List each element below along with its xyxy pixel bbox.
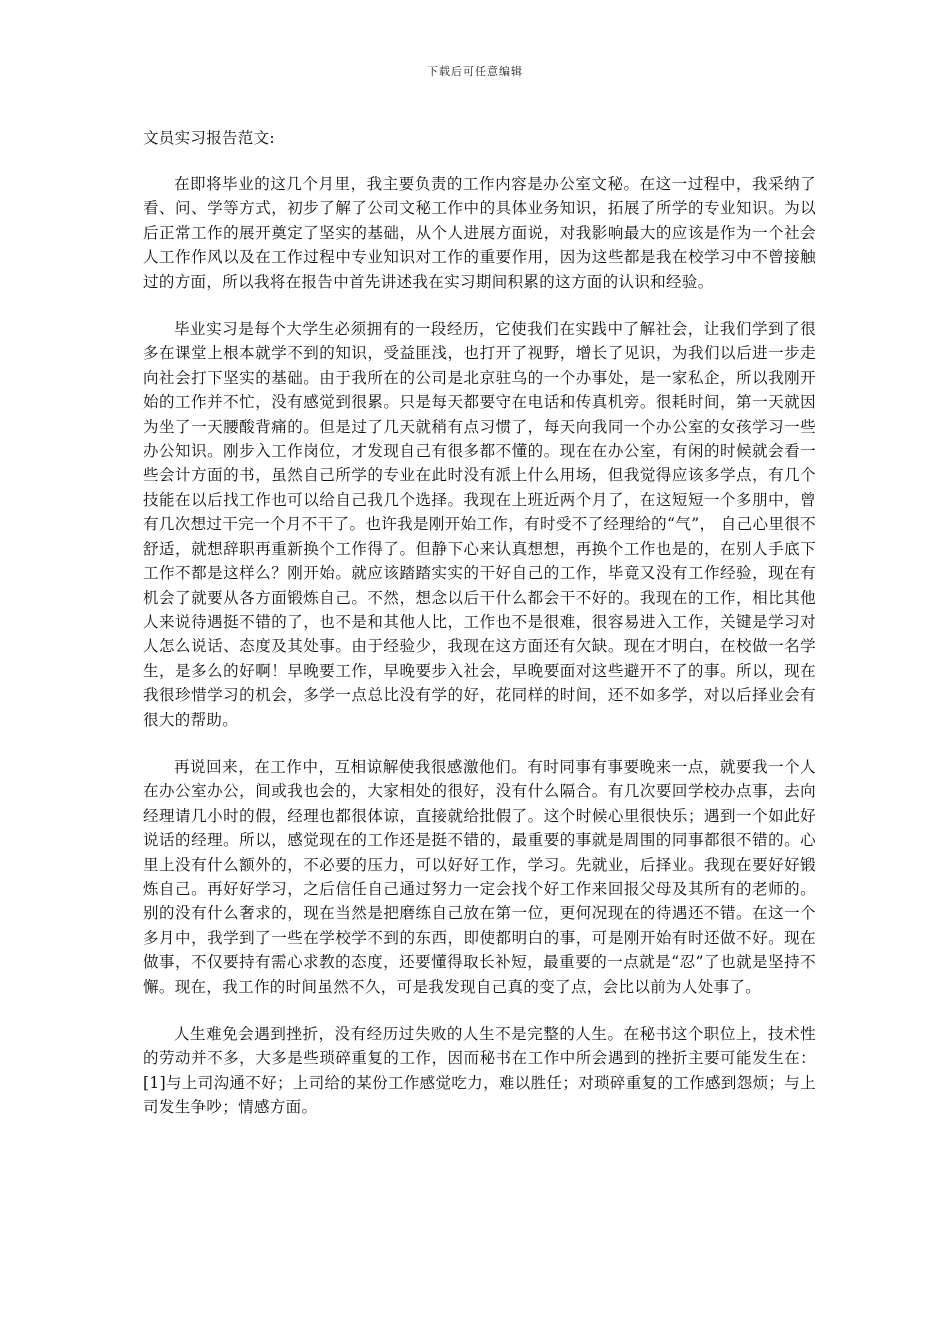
document-body bbox=[143, 127, 816, 1143]
paragraph: 在即将毕业的这几个月里，我主要负责的工作内容是办公室文秘。在这一过程中，我采纳了看、问、学等方式，初步了解了公司文秘工作中的具体业务知识，拓展了所学的专业知识。为以后正常工作的展开奠定了坚实的基础，从个人进展方面说，对我影响最大的应该是作为一个社会人工作作风以及在工作过程中专业知识对工作的重要作用，因为这些都是我在校学习中不曾接触过的方面，所以我将在报告中首先讲述我在实习期间积累的这方面的认识和经验。 bbox=[143, 175, 816, 291]
paragraph: 再说回来，在工作中，互相谅解使我很感激他们。有时同事有事要晚来一点，就要我一个人在办公室办公，间或我也会的，大家相处的很好，没有什么隔合。有几次要回学校办点事，去向经理请几小时的假，经理也都很体谅，直接就给批假了。这个时候心里很快乐；遇到一个如此好说话的经理。所以，感觉现在的工作还是挺不错的，最重要的事就是周围的同事都很不错的。心里上没有什么额外的，不必要的压力，可以好好工作，学习。先就业，后择业。我现在要好好锻炼自己。再好好学习，之后信任自己通过努力一定会找个好工作来回报父母及其所有的老师的。别的没有什么奢求的，现在当然是把磨练自己放在第一位，更何况现在的待遇还不错。在这一个多月中，我学到了一些在学校学不到的东西，即使都明白的事，可是刚开始有时还做不好。现在做事，不仅要持有需心求教的态度，还要懂得取长补短，最重要的一点就是“忍”了也就是坚持不懈。现在，我工作的时间虽然不久，可是我发现自己真的变了点，会比以前为人处事了。 bbox=[143, 757, 816, 996]
paragraph: 人生难免会遇到挫折，没有经历过失败的人生不是完整的人生。在秘书这个职位上，技术性的劳动并不多，大多是些琐碎重复的工作，因而秘书在工作中所会遇到的挫折主要可能发生在：[1]与上司沟通不好；上司给的某份工作感觉吃力，难以胜任；对琐碎重复的工作感到怨烦；与上司发生争吵；情感方面。 bbox=[143, 1025, 816, 1117]
document-title: 文员实习报告范文: bbox=[143, 129, 275, 147]
paragraph: 毕业实习是每个大学生必须拥有的一段经历，它使我们在实践中了解社会，让我们学到了很多在课堂上根本就学不到的知识，受益匪浅，也打开了视野，增长了见识，为我们以后进一步走向社会打下坚实的基础。由于我所在的公司是北京驻乌的一个办事处，是一家私企，所以我刚开始的工作并不忙，没有感觉到很累。只是每天都要守在电话和传真机旁。很耗时间，第一天就因为坐了一天腰酸背痛的。但是过了几天就稍有点习惯了，每天向我同一个办公室的女孩学习一些办公知识。刚步入工作岗位，才发现自己有很多都不懂的。现在在办公室，有闲的时候就会看一些会计方面的书，虽然自己所学的专业在此时没有派上什么用场，但我觉得应该多学点，有几个技能在以后找工作也可以给自己我几个选择。我现在上班近两个月了，在这短短一个多朋中，曾有几次想过干完一个月不干了。也许我是刚开始工作，有时受不了经理给的“气”， 自己心里很不舒适，就想辞职再重新换个工作得了。但静下心来认真想想，再换个工作也是的，在别人手底下工作不都是这样么？刚开始。就应该踏踏实实的干好自己的工作，毕竟又没有工作经验，现在有机会了就要从各方面锻炼自己。不然，想念以后干什么都会干不好的。我现在的工作，相比其他人来说待遇挺不错的了，也不是和其他人比，工作也不是很难，很容易进入工作，关键是学习对人怎么说话、态度及其处事。由于经验少，我现在这方面还有欠缺。现在才明白，在校做一名学生，是多么的好啊！早晚要工作，早晚要步入社会，早晚要面对这些避开不了的事。所以，现在我很珍惜学习的机会，多学一点总比没有学的好，花同样的时间，还不如多学，对以后择业会有很大的帮助。 bbox=[143, 320, 816, 729]
page-header-note: 下载后可任意编辑 bbox=[427, 65, 523, 78]
